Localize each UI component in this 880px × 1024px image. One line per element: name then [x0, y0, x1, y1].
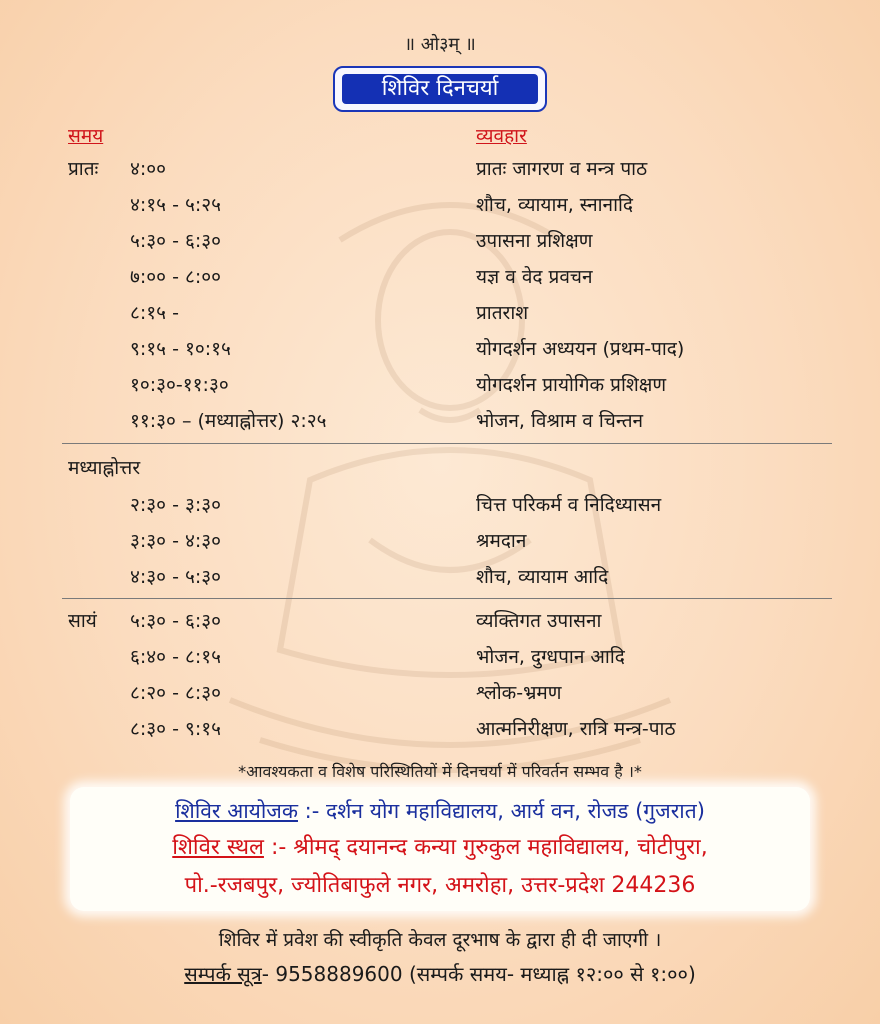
schedule-time: ५:३० - ६:३० [130, 610, 222, 632]
schedule-row [0, 406, 880, 436]
schedule-change-note: *आवश्यकता व विशेष परिस्थितियों में दिनचर्या में परिवर्तन सम्भव है ।* [238, 762, 642, 781]
schedule-row [0, 262, 880, 292]
schedule-time: ४:०० [130, 158, 167, 180]
schedule-activity: भोजन, दुग्धपान आदि [476, 646, 625, 668]
organizer-text: :- दर्शन योग महाविद्यालय, आर्य वन, रोजड (गुजरात) [304, 799, 705, 823]
venue-label: शिविर स्थल [172, 835, 264, 860]
schedule-row [0, 642, 880, 672]
schedule-activity: प्रातराश [476, 302, 529, 324]
schedule-activity: आत्मनिरीक्षण, रात्रि मन्त्र-पाठ [476, 718, 676, 740]
schedule-time: १०:३०-११:३० [130, 374, 229, 396]
schedule-row [0, 714, 880, 744]
schedule-activity: यज्ञ व वेद प्रवचन [476, 266, 593, 288]
schedule-activity: श्लोक-भ्रमण [476, 682, 562, 704]
page-title: शिविर दिनचर्या [342, 74, 538, 104]
schedule-activity: योगदर्शन प्रायोगिक प्रशिक्षण [476, 374, 667, 396]
schedule-row [0, 606, 880, 636]
schedule-row [0, 190, 880, 220]
contact-label: सम्पर्क सूत्र [184, 962, 262, 986]
admission-note: शिविर में प्रवेश की स्वीकृति केवल दूरभाष के द्वारा ही दी जाएगी । [218, 929, 662, 951]
schedule-activity: शौच, व्यायाम, स्नानादि [476, 194, 634, 216]
section-label-morning: प्रातः [68, 158, 99, 180]
schedule-activity: उपासना प्रशिक्षण [476, 230, 593, 252]
schedule-time: २:३० - ३:३० [130, 494, 222, 516]
column-header-activity: व्यवहार [476, 125, 527, 147]
schedule-row [0, 154, 880, 184]
schedule-time: ७:०० - ८:०० [130, 266, 222, 288]
schedule-activity: योगदर्शन अध्ययन (प्रथम-पाद) [476, 338, 685, 360]
organizer-line [70, 797, 810, 825]
schedule-time: ६:४० - ८:१५ [130, 646, 222, 668]
schedule-time: ८:१५ - [130, 302, 179, 324]
schedule-row [0, 678, 880, 708]
om-invocation: ॥ ओ३म् ॥ [404, 34, 476, 55]
contact-text: - 9558889600 (सम्पर्क समय- मध्याह्न १२:०० से १:००) [261, 962, 696, 986]
schedule-time: ३:३० - ४:३० [130, 530, 222, 552]
schedule-activity: श्रमदान [476, 530, 527, 552]
schedule-row [0, 562, 880, 592]
venue-line [70, 831, 810, 861]
column-header-time: समय [68, 125, 104, 147]
venue-text: :- श्रीमद् दयानन्द कन्या गुरुकुल महाविद्यालय, चोटीपुरा, [270, 835, 708, 860]
organizer-label: शिविर आयोजक [175, 799, 298, 823]
section-divider [62, 598, 832, 599]
schedule-activity: शौच, व्यायाम आदि [476, 566, 609, 588]
schedule-time: ४:३० - ५:३० [130, 566, 222, 588]
schedule-time: ८:२० - ८:३० [130, 682, 222, 704]
contact-line [0, 960, 880, 987]
venue-address: पो.-रजबपुर, ज्योतिबाफुले नगर, अमरोहा, उत्तर-प्रदेश 244236 [184, 873, 696, 898]
schedule-row [0, 226, 880, 256]
title-banner [333, 66, 547, 112]
schedule-activity: भोजन, विश्राम व चिन्तन [476, 410, 644, 432]
schedule-row [0, 526, 880, 556]
schedule-activity: चित्त परिकर्म व निदिध्यासन [476, 494, 662, 516]
schedule-time: ८:३० - ९:१५ [130, 718, 222, 740]
section-divider [62, 443, 832, 444]
schedule-time: ५:३० - ६:३० [130, 230, 222, 252]
schedule-row [0, 298, 880, 328]
section-label-evening: सायं [68, 610, 97, 632]
schedule-row [0, 370, 880, 400]
schedule-row [0, 334, 880, 364]
schedule-time: ४:१५ - ५:२५ [130, 194, 222, 216]
schedule-activity: प्रातः जागरण व मन्त्र पाठ [476, 158, 648, 180]
section-label-afternoon: मध्याह्नोत्तर [68, 457, 141, 479]
schedule-time: ९:१५ - १०:१५ [130, 338, 231, 360]
schedule-activity: व्यक्तिगत उपासना [476, 610, 602, 632]
schedule-time: ११:३० – (मध्याह्नोत्तर) २:२५ [130, 410, 327, 432]
schedule-row [0, 490, 880, 520]
info-box [70, 787, 810, 911]
